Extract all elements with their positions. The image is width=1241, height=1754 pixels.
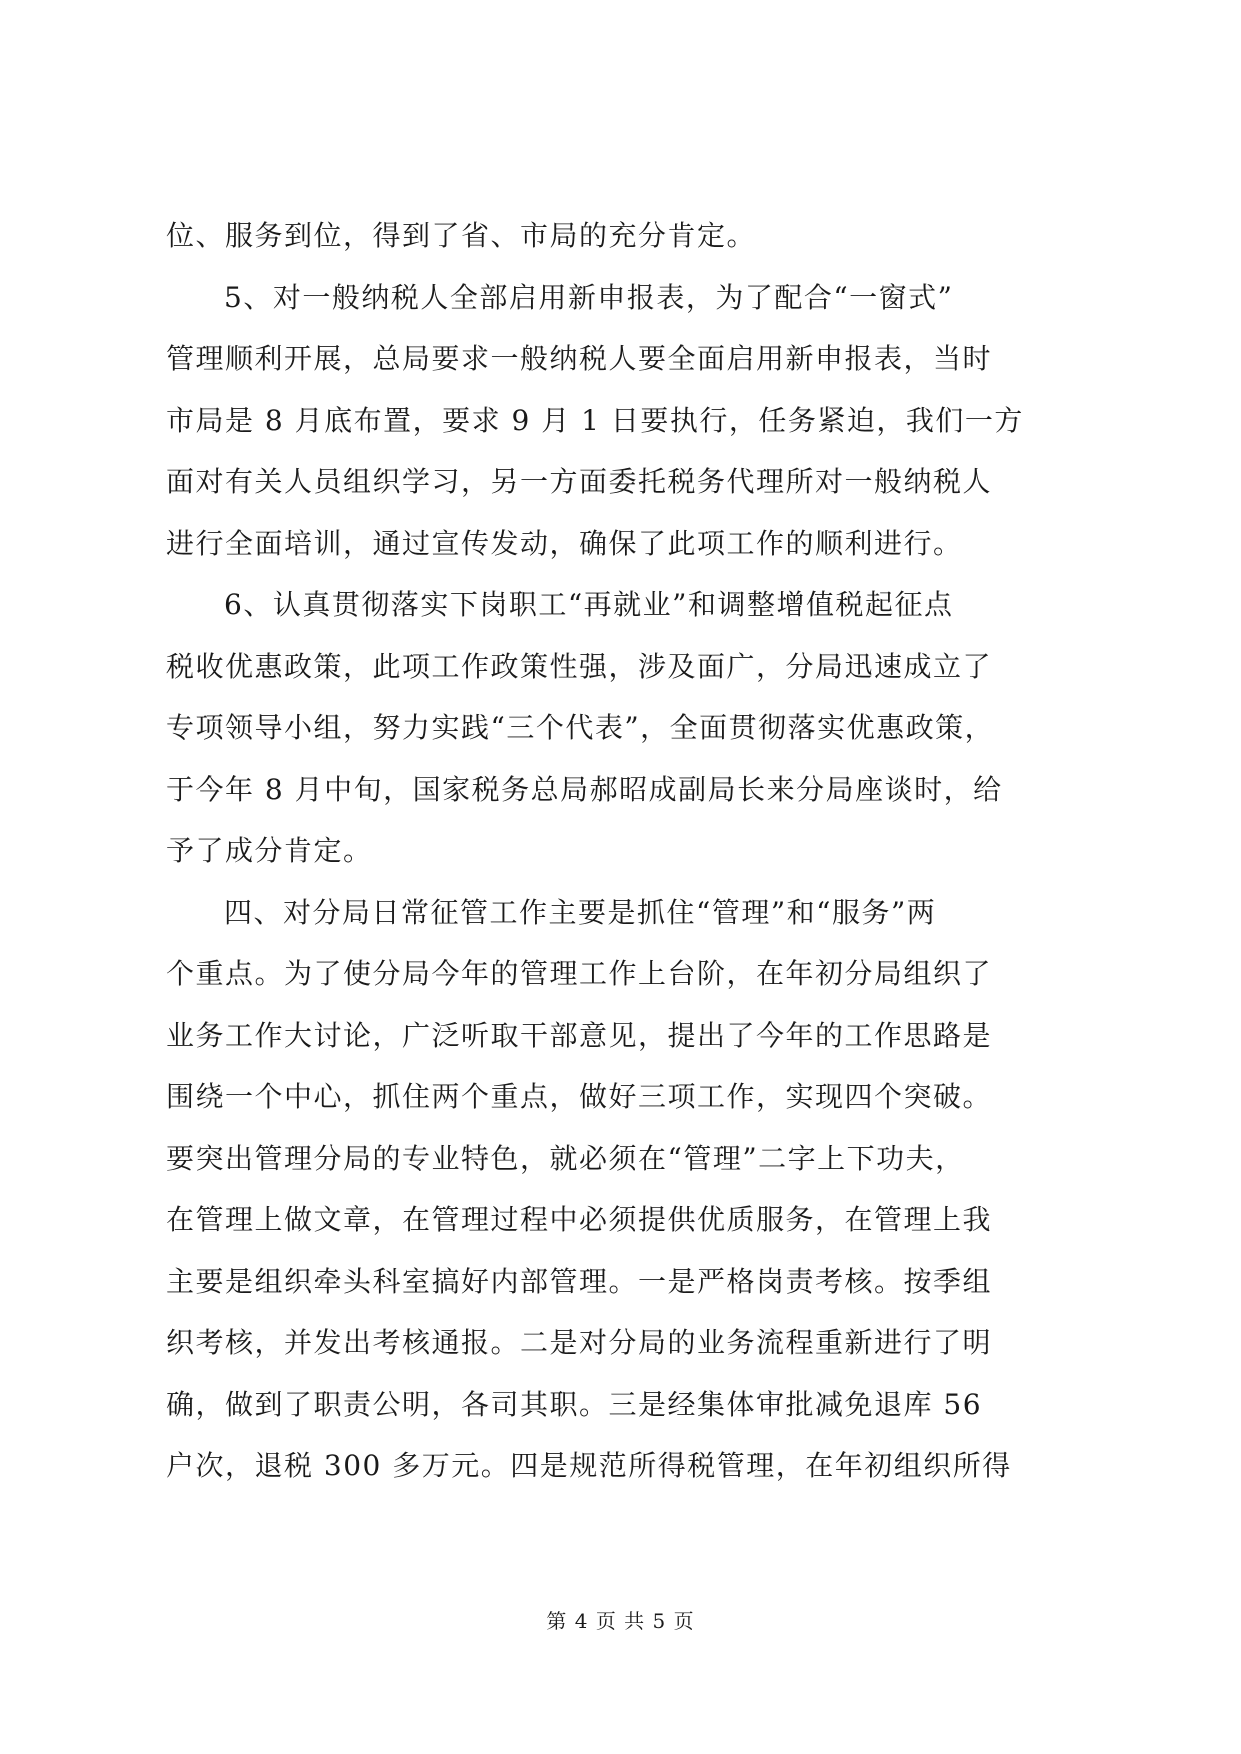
- text-line: 要突出管理分局的专业特色，就必须在“管理”二字上下功夫，: [166, 1141, 965, 1175]
- text-line: 于今年 8 月中旬，国家税务总局郝昭成副局长来分局座谈时，给: [166, 772, 1003, 806]
- text-line: 市局是 8 月底布置，要求 9 月 1 日要执行，任务紧迫，我们一方: [166, 403, 1024, 437]
- text-line: 予了成分肯定。: [166, 834, 373, 867]
- document-body: [166, 205, 1076, 1497]
- text-line: 管理顺利开展，总局要求一般纳税人要全面启用新申报表，当时: [166, 342, 993, 375]
- text-line: 主要是组织牵头科室搞好内部管理。一是严格岗责考核。按季组: [166, 1264, 993, 1298]
- text-line: 围绕一个中心，抓住两个重点，做好三项工作，实现四个突破。: [166, 1080, 993, 1113]
- text-line: 位、服务到位，得到了省、市局的充分肯定。: [166, 219, 757, 252]
- page-number-footer: 第 4 页 共 5 页: [546, 1609, 695, 1633]
- paragraph-5-line: 5、对一般纳税人全部启用新申报表，为了配合“一窗式”: [224, 280, 954, 314]
- text-line: 进行全面培训，通过宣传发动，确保了此项工作的顺利进行。: [166, 526, 963, 560]
- text-line: 专项领导小组，努力实践“三个代表”，全面贯彻落实优惠政策，: [166, 711, 995, 744]
- text-line: 户次，退税 300 多万元。四是规范所得税管理，在年初组织所得: [166, 1449, 1012, 1482]
- text-line: 在管理上做文章，在管理过程中必须提供优质服务，在管理上我: [166, 1203, 993, 1236]
- text-line: 织考核，并发出考核通报。二是对分局的业务流程重新进行了明: [166, 1326, 993, 1359]
- paragraph-four-line: 四、对分局日常征管工作主要是抓住“管理”和“服务”两: [224, 895, 937, 929]
- paragraph-6-line: 6、认真贯彻落实下岗职工“再就业”和调整增值税起征点: [224, 588, 954, 621]
- text-line: 个重点。为了使分局今年的管理工作上台阶，在年初分局组织了: [166, 957, 993, 990]
- text-line: 税收优惠政策，此项工作政策性强，涉及面广，分局迅速成立了: [166, 649, 993, 683]
- text-line: 业务工作大讨论，广泛听取干部意见，提出了今年的工作思路是: [166, 1018, 993, 1052]
- text-line: 确，做到了职责公明，各司其职。三是经集体审批减免退库 56: [166, 1387, 983, 1421]
- text-line: 面对有关人员组织学习，另一方面委托税务代理所对一般纳税人: [166, 465, 993, 498]
